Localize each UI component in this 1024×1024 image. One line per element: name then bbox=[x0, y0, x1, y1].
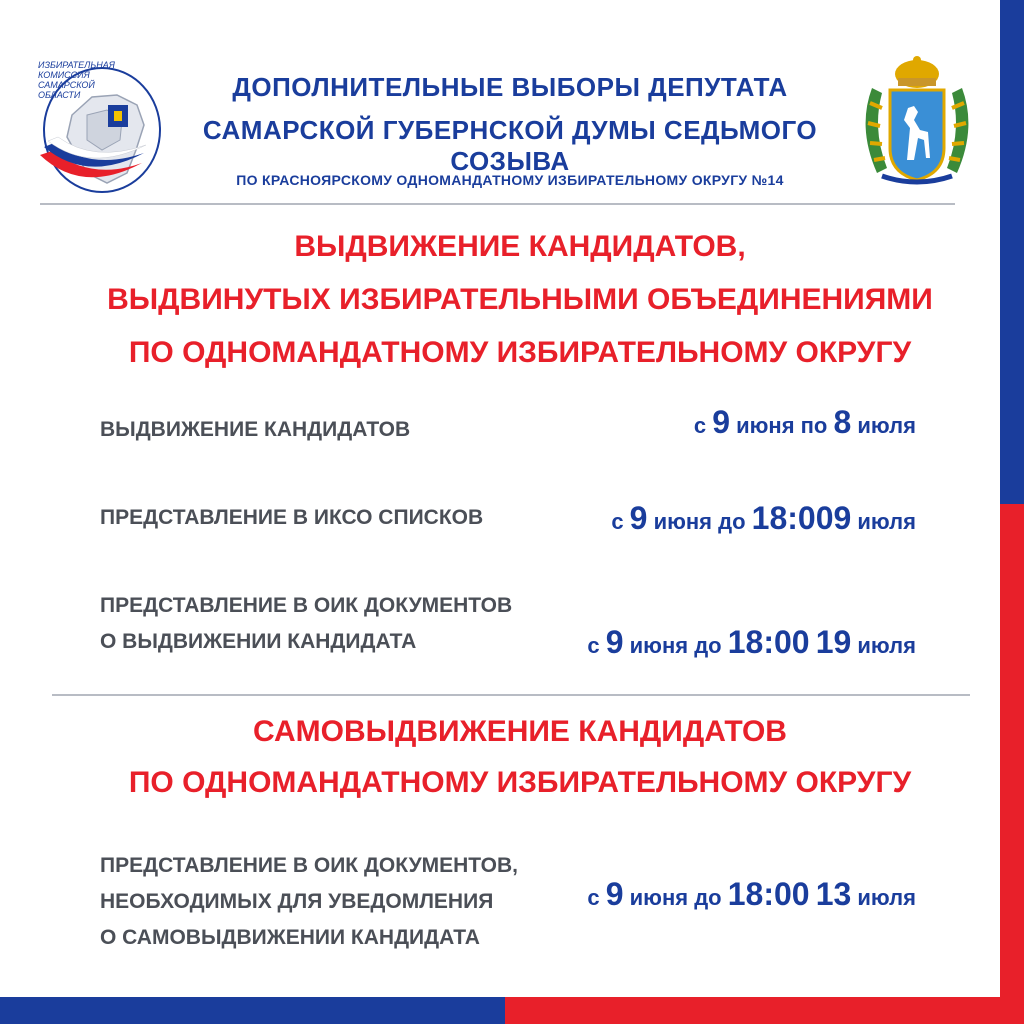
header-line-1: ДОПОЛНИТЕЛЬНЫЕ ВЫБОРЫ ДЕПУТАТА bbox=[232, 72, 788, 102]
date-text: июня до bbox=[623, 633, 728, 658]
frame-stripe-blue-right bbox=[1000, 0, 1024, 504]
section1-title-line-1: ВЫДВИЖЕНИЕ КАНДИДАТОВ, bbox=[294, 230, 746, 263]
row-label-line: ПРЕДСТАВЛЕНИЕ В ОИК ДОКУМЕНТОВ, bbox=[100, 854, 518, 877]
row-label-line: ПРЕДСТАВЛЕНИЕ В ОИК ДОКУМЕНТОВ bbox=[100, 594, 513, 617]
row-date-self-nomination bbox=[587, 876, 916, 913]
logo-caption bbox=[38, 60, 115, 100]
row-label-line: ПРЕДСТАВЛЕНИЕ В ИКСО СПИСКОВ bbox=[100, 506, 484, 529]
row-label-lists bbox=[100, 500, 483, 536]
row-label-line: О САМОВЫДВИЖЕНИИ КАНДИДАТА bbox=[100, 926, 480, 949]
row-label-line: ВЫДВИЖЕНИЕ КАНДИДАТОВ bbox=[100, 418, 411, 441]
date-time: 18:00 bbox=[727, 624, 810, 660]
samara-coat-of-arms-icon bbox=[852, 48, 982, 188]
date-time: 18:00 bbox=[727, 876, 810, 912]
date-text: с bbox=[611, 509, 630, 534]
row-date-lists bbox=[611, 500, 916, 537]
date-number: 13 bbox=[815, 876, 852, 912]
header-line-3: ПО КРАСНОЯРСКОМУ ОДНОМАНДАТНОМУ ИЗБИРАТЕЛЬНОМУ ОКРУГУ №14 bbox=[236, 172, 784, 188]
date-number: 19 bbox=[815, 624, 852, 660]
section1-title-line-2: ВЫДВИНУТЫХ ИЗБИРАТЕЛЬНЫМИ ОБЪЕДИНЕНИЯМИ bbox=[107, 283, 933, 316]
date-number: 9 bbox=[833, 500, 852, 536]
section2-title-line-1: САМОВЫДВИЖЕНИЕ КАНДИДАТОВ bbox=[253, 715, 787, 748]
logo-caption-line: ОБЛАСТИ bbox=[38, 90, 81, 100]
divider bbox=[52, 694, 970, 696]
date-number: 9 bbox=[605, 876, 624, 912]
row-label-documents bbox=[100, 588, 512, 660]
date-text: июня до bbox=[623, 885, 728, 910]
frame-stripe-red-right bbox=[1000, 504, 1024, 1024]
logo-caption-line: САМАРСКОЙ bbox=[38, 80, 95, 90]
date-text: с bbox=[587, 633, 606, 658]
header-line-2: САМАРСКОЙ ГУБЕРНСКОЙ ДУМЫ СЕДЬМОГО СОЗЫВА bbox=[202, 115, 818, 176]
row-label-self-nomination bbox=[100, 848, 518, 956]
row-date-nomination bbox=[694, 404, 916, 441]
frame-stripe-blue-bottom bbox=[0, 997, 505, 1024]
date-text: июля bbox=[851, 885, 916, 910]
row-label-line: НЕОБХОДИМЫХ ДЛЯ УВЕДОМЛЕНИЯ bbox=[100, 890, 494, 913]
date-text: июля bbox=[851, 413, 916, 438]
date-text: июня до bbox=[647, 509, 752, 534]
date-text: с bbox=[693, 413, 713, 438]
date-text: июля bbox=[851, 509, 916, 534]
logo-caption-line: ИЗБИРАТЕЛЬНАЯ bbox=[38, 60, 115, 70]
date-text: июля bbox=[851, 633, 916, 658]
date-number: 8 bbox=[833, 404, 852, 440]
date-number: 9 bbox=[605, 624, 624, 660]
row-label-nomination bbox=[100, 412, 410, 448]
date-number: 9 bbox=[629, 500, 648, 536]
date-text: с bbox=[587, 885, 606, 910]
date-time: 18:00 bbox=[751, 500, 834, 536]
logo-caption-line: КОМИССИЯ bbox=[38, 70, 90, 80]
section2-title-line-2: ПО ОДНОМАНДАТНОМУ ИЗБИРАТЕЛЬНОМУ ОКРУГУ bbox=[128, 766, 912, 799]
date-number: 9 bbox=[712, 404, 730, 440]
row-label-line: О ВЫДВИЖЕНИИ КАНДИДАТА bbox=[100, 630, 417, 653]
section1-title-line-3: ПО ОДНОМАНДАТНОМУ ИЗБИРАТЕЛЬНОМУ ОКРУГУ bbox=[128, 336, 912, 369]
date-text: июня по bbox=[729, 413, 834, 438]
row-date-documents bbox=[587, 624, 916, 661]
divider bbox=[40, 203, 955, 205]
frame-stripe-red-bottom bbox=[505, 997, 1024, 1024]
